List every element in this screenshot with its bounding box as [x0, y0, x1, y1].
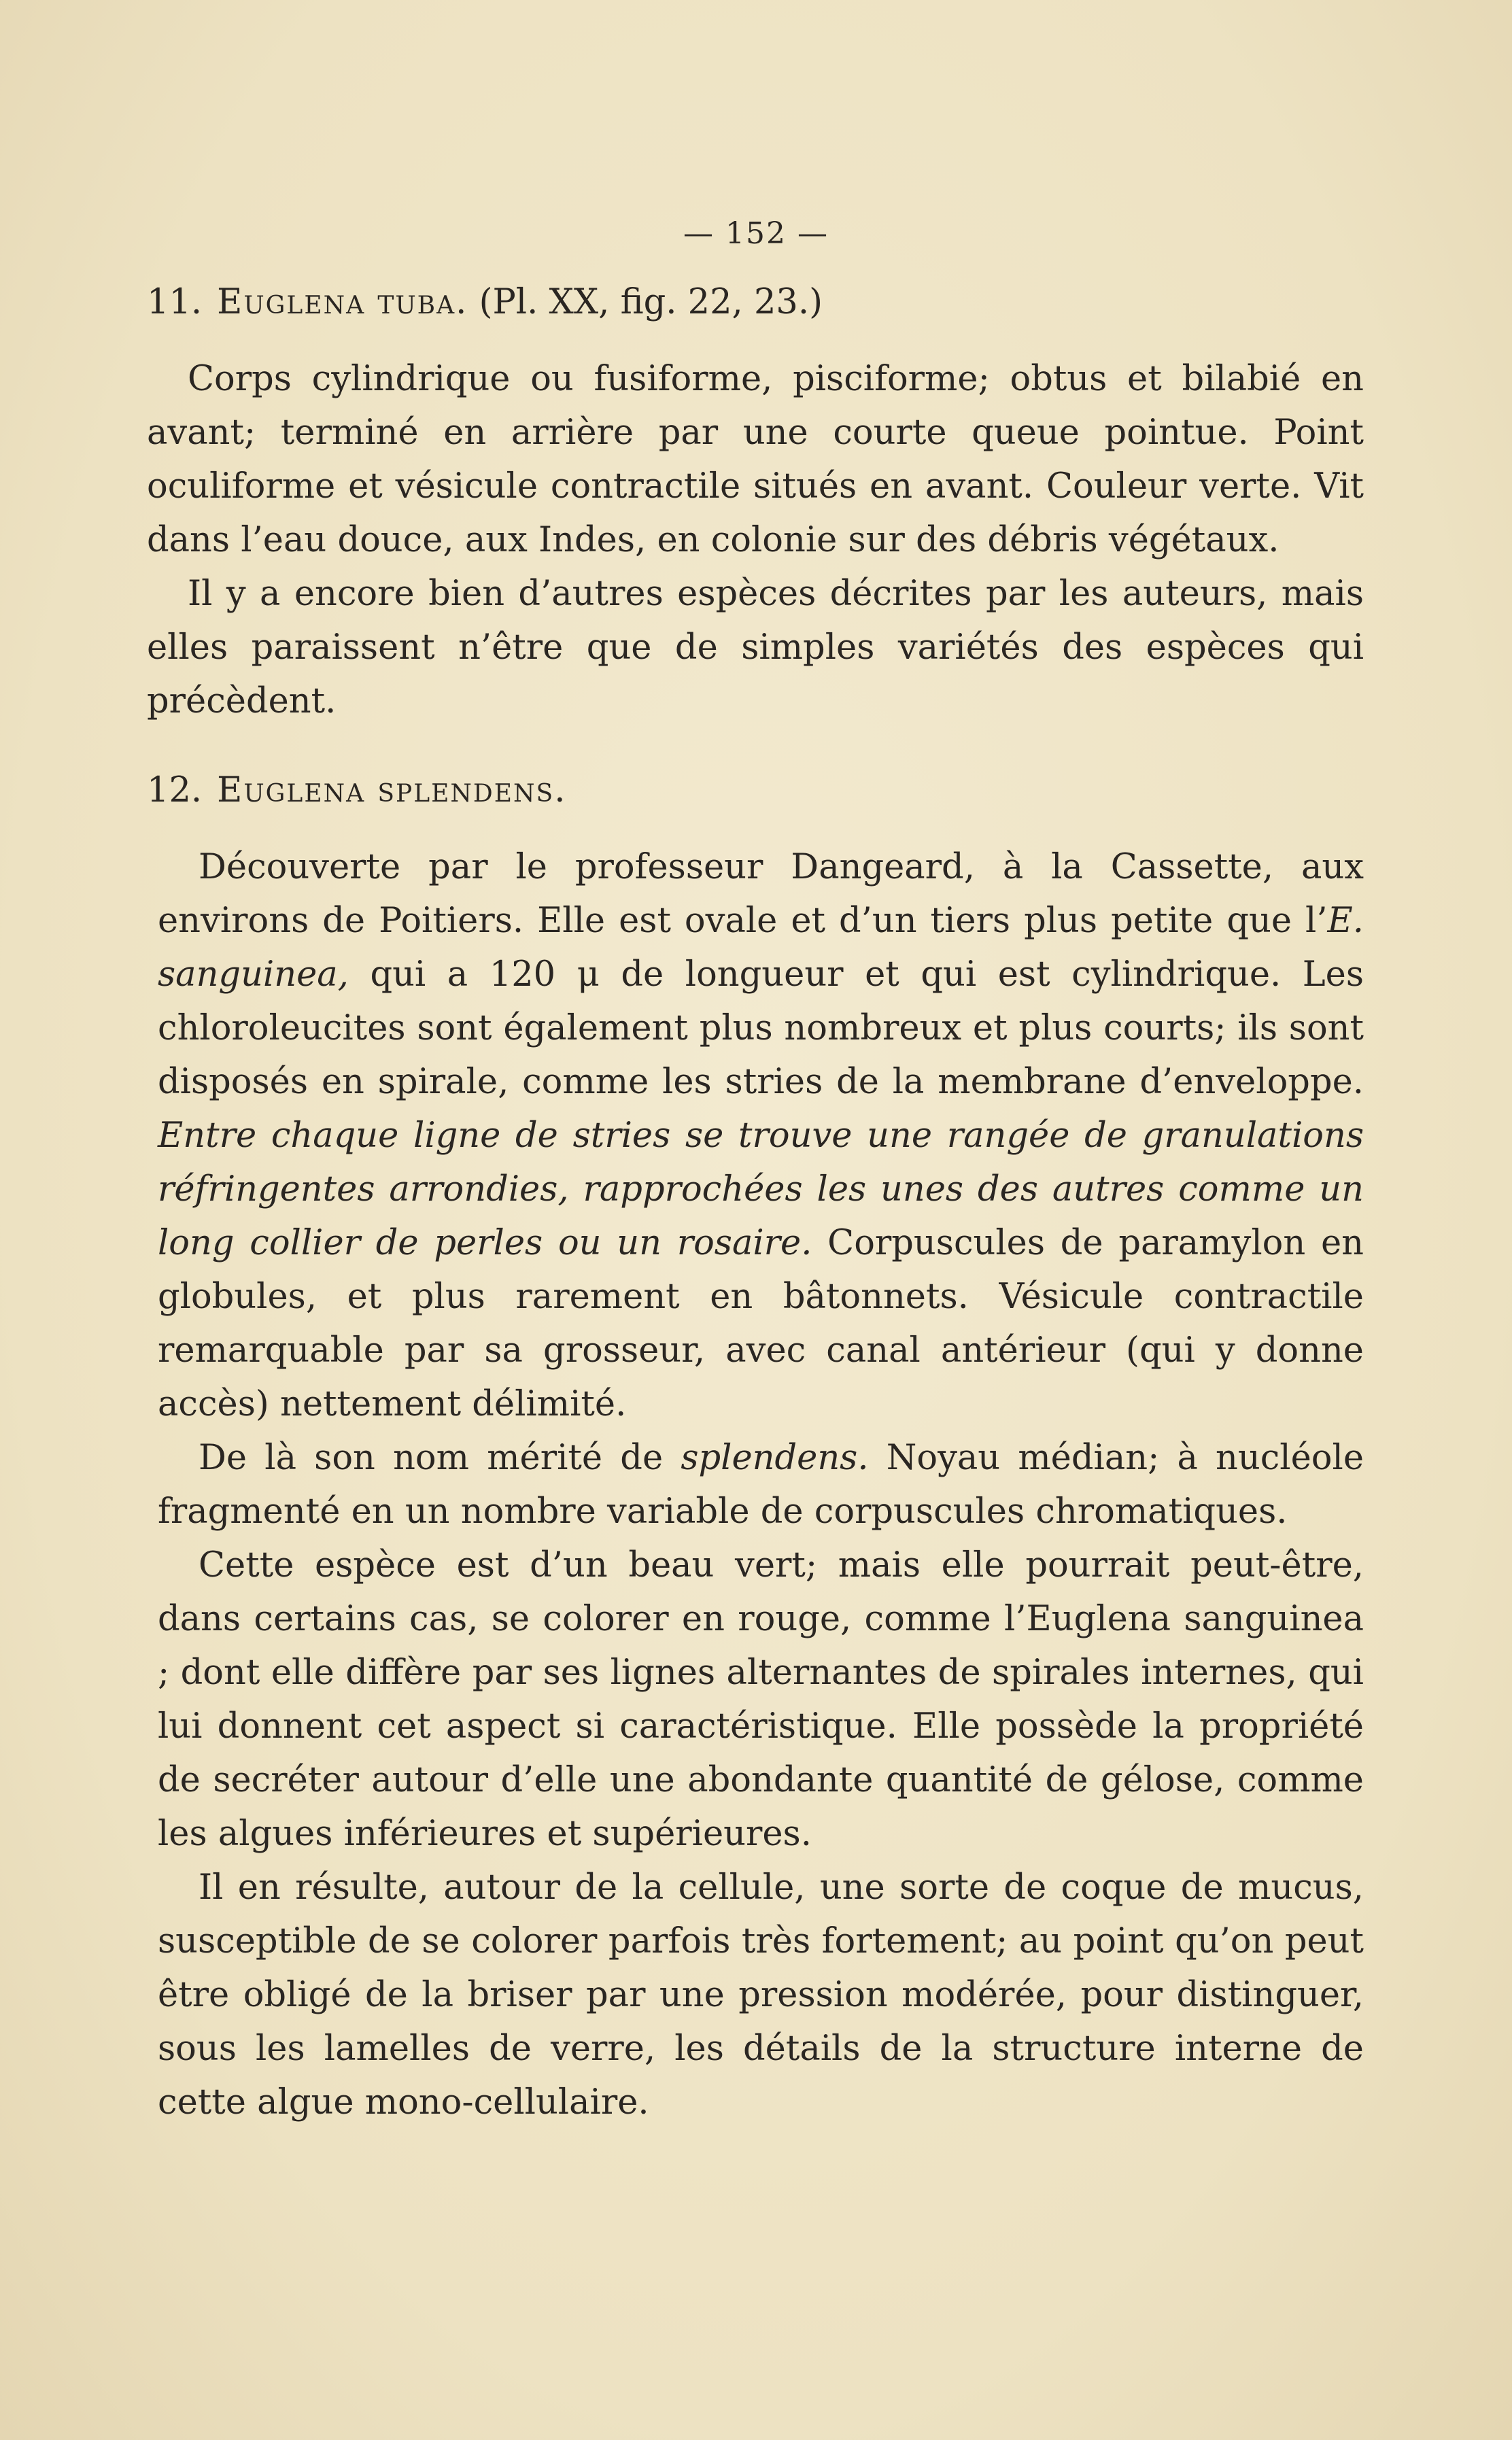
section-11-number: 11.	[147, 282, 203, 322]
section-11-plate-reference: (Pl. XX, fig. 22, 23.)	[479, 282, 823, 322]
name-origin-part-a: De là son nom mérité de	[199, 1438, 681, 1478]
section-11-description: Corps cylindrique ou fusiforme, pisciforme; obtus et bilabié en avant; terminé en arrière par une courte queue pointue. Point oculiforme et vésicule contractile situés en avant. Couleur verte. Vit dans l’eau douce, aux Indes, en colonie sur des débris végétaux.	[147, 359, 1364, 560]
splendens-italic: splendens.	[681, 1438, 869, 1478]
section-12-mucus-paragraph: Il en résulte, autour de la cellule, une sorte de coque de mucus, susceptible de se colorer parfois très fortement; au point qu’on peut être obligé de la briser par une pression modérée, pour distinguer, sous les lamelles de verre, les détails de la structure interne de cette algue mono-cellulaire.	[158, 1868, 1364, 2123]
page-number: — 152 —	[683, 216, 829, 251]
page-body	[147, 275, 1364, 2129]
name-origin-part-c: Noyau médian; à nucléole fragmenté en un nombre variable de corpuscules chromatiques.	[158, 1438, 1364, 1532]
section-12-description	[158, 840, 1364, 1431]
granulations-italic-passage: Entre chaque ligne de stries se trouve une rangée de granulations réfringentes arrondies, rapprochées les unes des autres comme un long collier de perles ou un rosaire.	[158, 1116, 1364, 1263]
description-part-c: qui a 120 μ de longueur et qui est cylindrique. Les chloroleucites sont également plus nombreux et plus courts; ils sont disposés en spirale, comme les stries de la membrane d’enveloppe.	[158, 955, 1364, 1102]
section-11-heading	[147, 275, 1364, 329]
description-part-e: Corpuscules de paramylon en globules, et plus rarement en bâtonnets. Vésicule contractile remarquable par sa grosseur, avec canal antérieur (qui y donne accès) nettement délimité.	[158, 1223, 1364, 1424]
section-12-color-paragraph: Cette espèce est d’un beau vert; mais elle pourrait peut-être, dans certains cas, se colorer en rouge, comme l’Euglena sanguinea ; dont elle diffère par ses lignes alternantes de spirales internes, qui lui donnent cet aspect si caractéristique. Elle possède la propriété de secréter autour d’elle une abondante quantité de gélose, comme les algues inférieures et supérieures.	[158, 1545, 1364, 1854]
description-part-a: Découverte par le professeur Dangeard, à la Cassette, aux environs de Poitiers. Elle est ovale et d’un tiers plus petite que l’	[158, 847, 1364, 941]
species-reference-italic: E. sanguinea,	[158, 901, 1364, 995]
section-12-name-origin	[158, 1431, 1364, 1539]
section-11-note: Il y a encore bien d’autres espèces décrites par les auteurs, mais elles paraissent n’être que de simples variétés des espèces qui précèdent.	[147, 574, 1364, 721]
section-12-number: 12.	[147, 770, 203, 810]
section-12-content	[158, 840, 1364, 2129]
section-12-heading	[147, 763, 1364, 817]
section-12-species-name: Euglena splendens.	[217, 770, 567, 810]
section-11-species-name: Euglena tuba.	[217, 282, 468, 322]
